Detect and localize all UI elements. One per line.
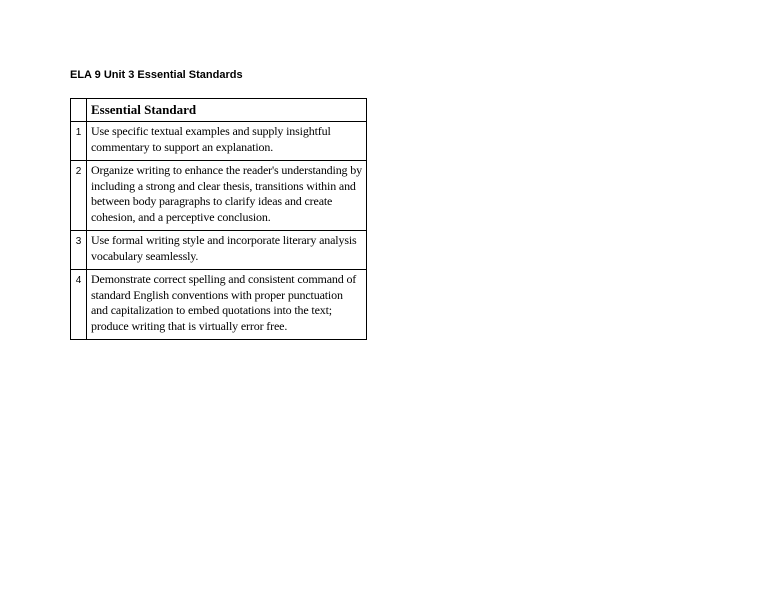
row-number: 1 — [71, 122, 87, 161]
table-row — [71, 161, 367, 231]
row-number: 2 — [71, 161, 87, 231]
standard-text: Organize writing to enhance the reader's understanding by including a strong and clear thesis, transitions within and between body paragraphs to clarify ideas and create cohesion, and a perceptive conclusion. — [87, 161, 367, 231]
page-title: ELA 9 Unit 3 Essential Standards — [70, 69, 243, 81]
table-row — [71, 270, 367, 340]
standard-text: Use formal writing style and incorporate literary analysis vocabulary seamlessly. — [87, 231, 367, 270]
number-column-header — [71, 99, 87, 122]
standard-text: Use specific textual examples and supply insightful commentary to support an explanation. — [87, 122, 367, 161]
table-row — [71, 122, 367, 161]
table-row — [71, 231, 367, 270]
row-number: 4 — [71, 270, 87, 340]
table-header-row — [71, 99, 367, 122]
standard-text: Demonstrate correct spelling and consistent command of standard English conventions with proper punctuation and capitalization to embed quotations into the text; produce writing that is virtually error free. — [87, 270, 367, 340]
row-number: 3 — [71, 231, 87, 270]
essential-standard-column-header: Essential Standard — [87, 99, 367, 122]
essential-standards-table — [70, 98, 367, 340]
